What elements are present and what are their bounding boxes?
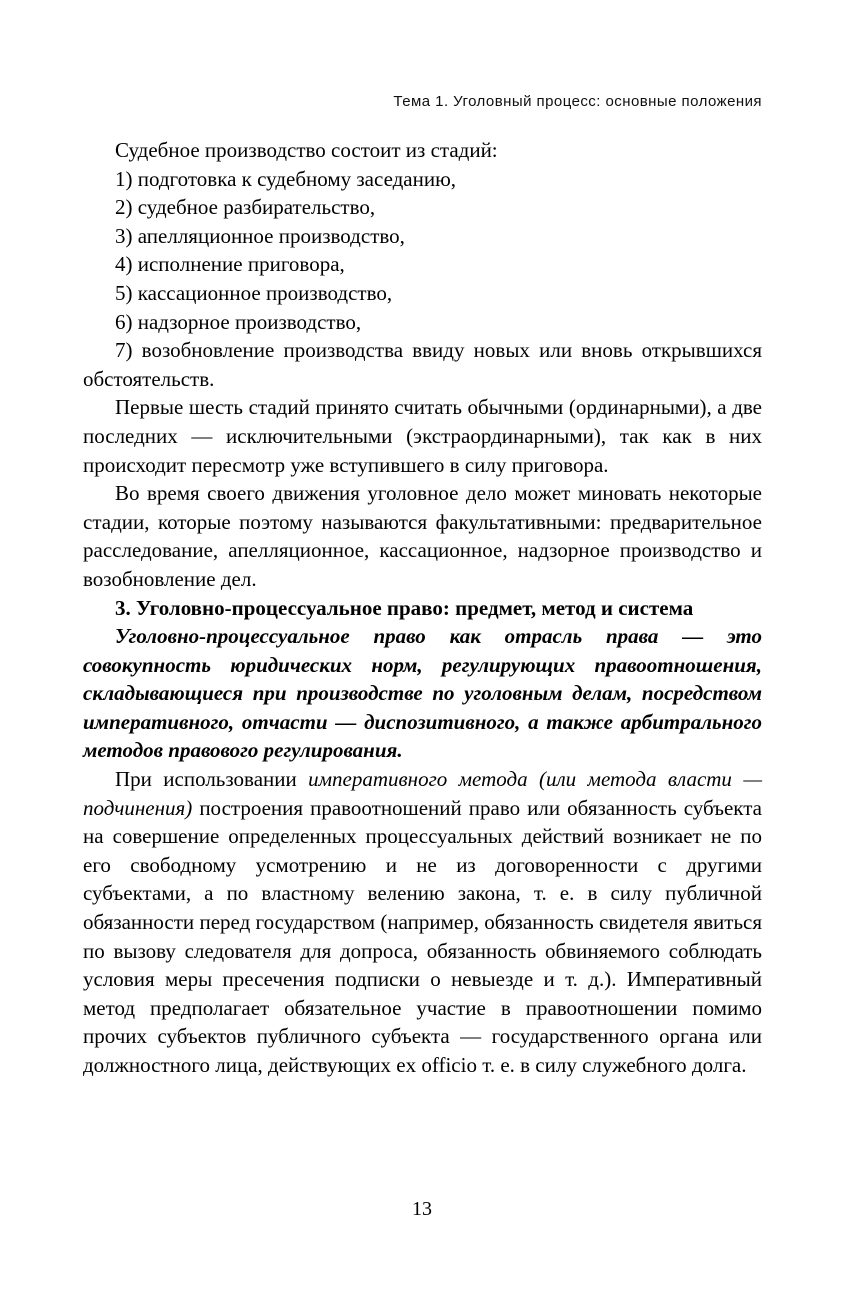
paragraph-text-rest: построения правоотношений право или обязанность субъекта на совершение определенных процессуальных действий возникает не по его свободному усмотрению и не из договоренности с другими субъектами, а по властному велению закона, т. е. в силу публичной обязанности перед государством (например, обязанность свидетеля явиться по вызову следователя для допроса, обязанность обвиняемого соблюдать условия меры пресечения подписки о невыезде и т. д.). Императивный метод предполагает обязательное участие в правоотношении помимо прочих субъектов публичного субъекта — государственного органа или должностного лица, действующих ex officio т. е. в силу служебного долга. <box>83 795 762 1077</box>
paragraph-text-lead: При использовании <box>115 767 309 792</box>
list-item-stage-1: 1) подготовка к судебному заседанию, <box>115 166 457 191</box>
paragraph-definition: Уголовно-процессуальное право как отрасль права — это совокупность юридических норм, регулирующих правоотношения, складывающиеся при производстве по уголовным делам, посредством императивного, отчасти — диспозитивного, а также арбитрального методов правового регулирования. <box>83 624 762 763</box>
list-item-stage-5: 5) кассационное производство, <box>115 280 393 305</box>
paragraph-stages-intro: Судебное производство состоит из стадий: <box>115 138 498 162</box>
list-item-stage-3: 3) апелляционное производство, <box>115 223 405 248</box>
paragraph-optional-stages: Во время своего движения уголовное дело может миновать некоторые стадии, которые поэтому называются факультативными: предварительное расследование, апелляционное, кассационное, надзорное производство и возобновление дел. <box>83 481 762 591</box>
list-item-stage-6: 6) надзорное производство, <box>115 309 362 334</box>
running-header: Тема 1. Уголовный процесс: основные положения <box>393 93 762 110</box>
section-heading: 3. Уголовно-процессуальное право: предмет, метод и система <box>115 595 694 620</box>
page-number: 13 <box>412 1198 432 1220</box>
list-item-stage-7: 7) возобновление производства ввиду новых или вновь открывшихся обстоятельств. <box>83 338 762 391</box>
list-item-stage-4: 4) исполнение приговора, <box>115 252 345 277</box>
paragraph-italic-term: императивного метода (или метода власти — подчинения) <box>83 767 763 820</box>
list-item-stage-2: 2) судебное разбирательство, <box>115 195 376 220</box>
page-body <box>83 136 762 1080</box>
paragraph-imperative-method <box>83 765 762 1080</box>
paragraph-ordinary-stages: Первые шесть стадий принято считать обычными (ординарными), а две последних — исключительными (экстраординарными), так как в них происходит пересмотр уже вступившего в силу приговора. <box>83 395 762 477</box>
